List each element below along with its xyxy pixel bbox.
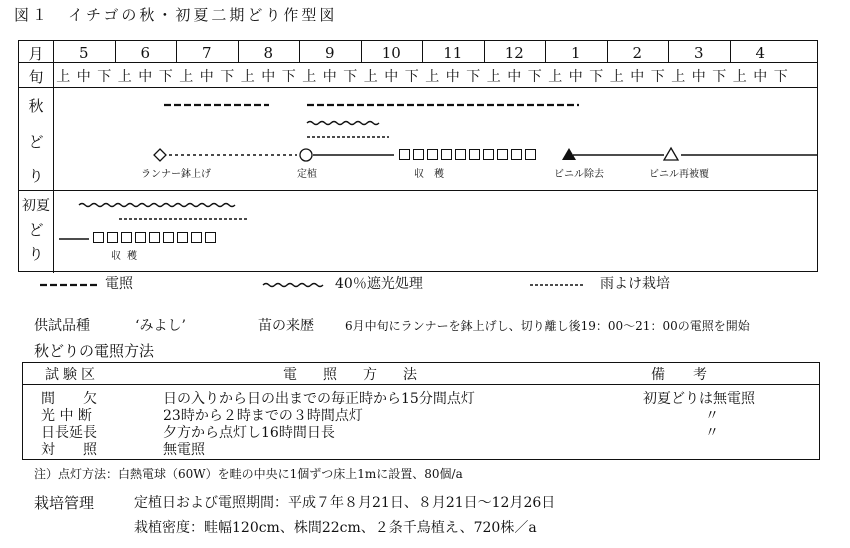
runner-diamond-marker bbox=[154, 149, 166, 161]
table-cell-method: 夕方から点灯し16時間日長 bbox=[163, 425, 335, 441]
shoka-label-3: り bbox=[28, 245, 44, 263]
jun-label: 上 bbox=[732, 69, 747, 85]
management-line-1: 定植日および電照期間：平成７年８月21日、８月21日～12月26日 bbox=[134, 495, 556, 511]
jun-label: 上 bbox=[425, 69, 440, 85]
jun-label: 上 bbox=[671, 69, 686, 85]
footnote: 注）点灯方法：白熱電球（60W）を畦の中央に1個ずつ床上1mに設置、80個/a bbox=[34, 467, 463, 481]
legend-rain-shelter: 雨よけ栽培 bbox=[600, 276, 670, 292]
aki-harvest-label: 収 穫 bbox=[414, 169, 444, 180]
jun-label: 中 bbox=[261, 69, 276, 85]
month-label: 9 bbox=[324, 44, 335, 62]
jun-label: 上 bbox=[56, 69, 71, 85]
planting-label: 定植 bbox=[297, 169, 317, 180]
table-cell-plot: 対 照 bbox=[41, 442, 97, 458]
jun-label: 上 bbox=[609, 69, 624, 85]
legend-shading: 40％遮光処理 bbox=[335, 276, 423, 292]
jun-label: 上 bbox=[486, 69, 501, 85]
row-label-jun: 旬 bbox=[28, 68, 44, 86]
vinyl-recover-label: ビニル再被覆 bbox=[649, 169, 709, 180]
table-cell-method: 23時から２時までの３時間点灯 bbox=[163, 408, 363, 424]
shoka-label-2: ど bbox=[28, 221, 44, 239]
cropping-chart bbox=[18, 40, 818, 272]
vinyl-remove-triangle-marker bbox=[562, 148, 576, 160]
jun-label: 中 bbox=[507, 69, 522, 85]
table-cell-note: 〃 bbox=[705, 408, 719, 424]
shading-wave bbox=[307, 122, 379, 125]
month-label: 1 bbox=[570, 44, 581, 62]
month-label: 5 bbox=[78, 44, 89, 62]
jun-label: 下 bbox=[158, 69, 173, 85]
month-label: 10 bbox=[381, 44, 401, 62]
jun-label: 中 bbox=[384, 69, 399, 85]
month-label: 12 bbox=[504, 44, 524, 62]
method-title: 秋どりの電照方法 bbox=[34, 342, 155, 360]
table-cell-method: 日の入りから日の出までの毎正時から15分間点灯 bbox=[163, 391, 475, 407]
lighting-method-table bbox=[22, 362, 820, 460]
jun-label: 中 bbox=[630, 69, 645, 85]
management-label: 栽培管理 bbox=[34, 494, 95, 512]
variety-label: 供試品種 bbox=[34, 318, 90, 334]
month-label: 8 bbox=[263, 44, 274, 62]
aki-label-3: り bbox=[28, 167, 44, 185]
vinyl-recover-triangle-marker bbox=[664, 148, 678, 160]
shoka-label-1: 初夏 bbox=[22, 198, 50, 214]
jun-label: 下 bbox=[773, 69, 788, 85]
jun-label: 上 bbox=[117, 69, 132, 85]
aki-label-1: 秋 bbox=[28, 97, 44, 115]
jun-label: 下 bbox=[220, 69, 235, 85]
month-label: 7 bbox=[201, 44, 212, 62]
table-cell-plot: 間 欠 bbox=[41, 391, 97, 407]
month-label: 4 bbox=[755, 44, 766, 62]
table-cell-note: 初夏どりは無電照 bbox=[643, 391, 755, 407]
legend-lighting: 電照 bbox=[105, 276, 133, 292]
jun-label: 上 bbox=[363, 69, 378, 85]
jun-label: 下 bbox=[527, 69, 542, 85]
table-cell-plot: 光 中 断 bbox=[41, 408, 92, 424]
month-label: 2 bbox=[632, 44, 643, 62]
table-header-plot: 試験区 bbox=[45, 367, 99, 383]
jun-label: 下 bbox=[589, 69, 604, 85]
aki-harvest-boxes bbox=[399, 149, 536, 160]
vinyl-remove-label: ビニル除去 bbox=[554, 169, 604, 180]
jun-label: 下 bbox=[712, 69, 727, 85]
table-header-note: 備 考 bbox=[651, 367, 707, 383]
history-text: 6月中旬にランナーを鉢上げし、切り離し後19：00～21：00の電照を開始 bbox=[345, 319, 750, 333]
jun-label: 中 bbox=[138, 69, 153, 85]
jun-label: 上 bbox=[548, 69, 563, 85]
table-cell-plot: 日長延長 bbox=[41, 425, 97, 441]
aki-label-2: ど bbox=[28, 133, 44, 151]
jun-label: 上 bbox=[240, 69, 255, 85]
jun-label: 下 bbox=[281, 69, 296, 85]
table-cell-note: 〃 bbox=[705, 425, 719, 441]
jun-label: 中 bbox=[445, 69, 460, 85]
row-label-month: 月 bbox=[28, 45, 44, 63]
table-cell-method: 無電照 bbox=[163, 442, 205, 458]
jun-label: 中 bbox=[753, 69, 768, 85]
month-label: 3 bbox=[693, 44, 704, 62]
jun-label: 中 bbox=[322, 69, 337, 85]
jun-label: 下 bbox=[343, 69, 358, 85]
jun-label: 中 bbox=[691, 69, 706, 85]
jun-label: 下 bbox=[97, 69, 112, 85]
table-header-method: 電 照 方 法 bbox=[283, 367, 423, 383]
jun-label: 中 bbox=[568, 69, 583, 85]
management-line-2: 栽植密度：畦幅120cm、株間22cm、２条千鳥植え、720株／a bbox=[134, 520, 537, 536]
planting-circle-marker bbox=[300, 149, 312, 161]
jun-label: 上 bbox=[179, 69, 194, 85]
history-label: 苗の来歴 bbox=[258, 318, 314, 334]
shoka-harvest-label: 収穫 bbox=[111, 251, 143, 262]
month-label: 11 bbox=[443, 44, 463, 62]
jun-label: 下 bbox=[404, 69, 419, 85]
jun-label: 下 bbox=[466, 69, 481, 85]
variety-value: ‘みよし’ bbox=[135, 318, 186, 334]
jun-label: 中 bbox=[199, 69, 214, 85]
jun-label: 中 bbox=[76, 69, 91, 85]
table-header-line bbox=[23, 384, 819, 385]
month-label: 6 bbox=[140, 44, 151, 62]
jun-label: 下 bbox=[650, 69, 665, 85]
shoka-harvest-boxes bbox=[93, 232, 216, 243]
figure-title: 図１ イチゴの秋・初夏二期どり作型図 bbox=[14, 6, 338, 24]
jun-label: 上 bbox=[302, 69, 317, 85]
runner-label: ランナー鉢上げ bbox=[141, 169, 211, 180]
